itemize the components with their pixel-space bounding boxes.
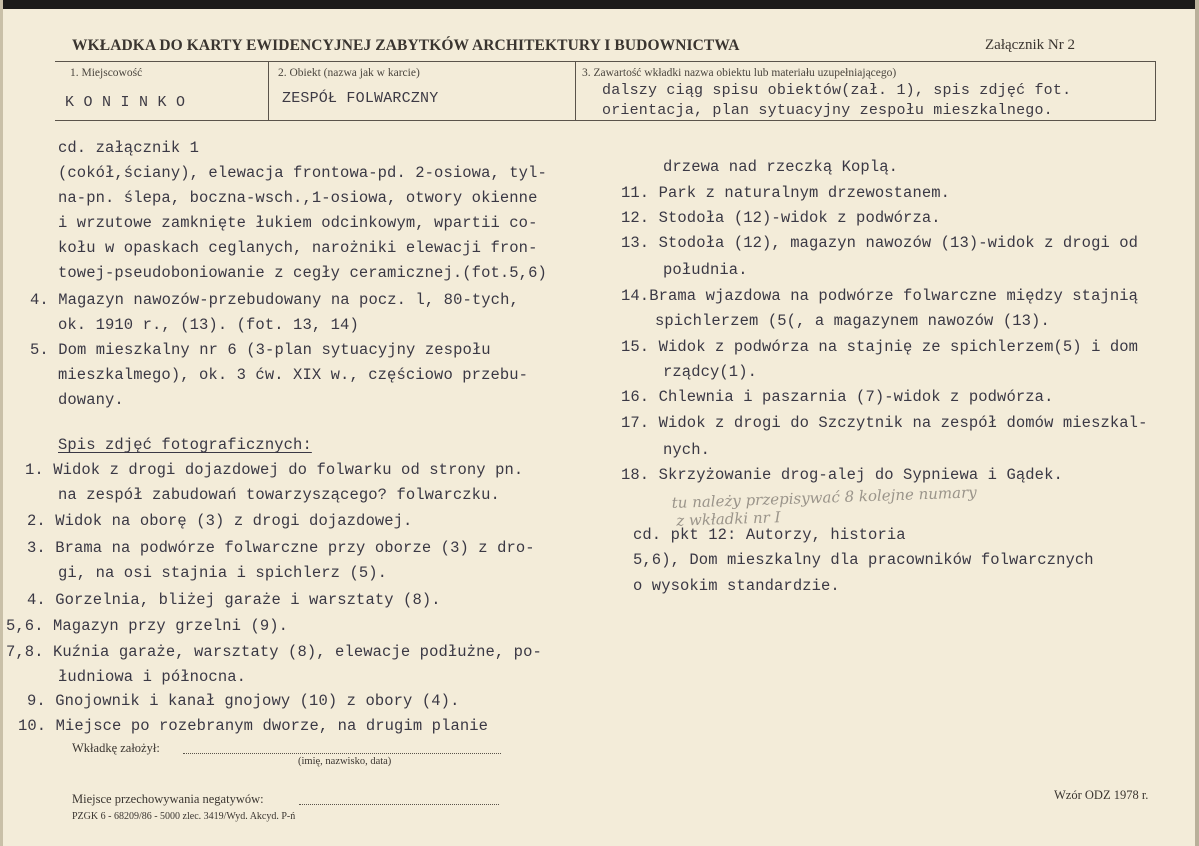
negatives-dotted-line (299, 804, 499, 805)
left-line: 9. Gnojownik i kanał gnojowy (10) z obory (4). (27, 692, 460, 710)
right-line: 5,6), Dom mieszkalny dla pracowników folwarcznych (633, 551, 1094, 569)
scan-right-edge (1195, 0, 1199, 846)
left-line: łudniowa i północna. (58, 668, 247, 686)
left-line: gi, na osi stajnia i spichlerz (5). (58, 564, 388, 582)
scan-left-edge (0, 0, 3, 846)
right-line: o wysokim standardzie. (633, 577, 840, 595)
locality-label: 1. Miejscowość (70, 67, 143, 79)
left-line: 5,6. Magazyn przy grzelni (9). (6, 617, 289, 635)
left-line: mieszkalmego), ok. 3 ćw. XIX w., częściowo przebu- (58, 366, 529, 384)
left-line: kołu w opaskach ceglanych, narożniki elewacji fron- (58, 239, 538, 257)
pencil-line-2: z wkładki nr I (676, 508, 781, 530)
left-line: towej-pseudoboniowanie z cegły ceramicznej.(fot.5,6) (58, 264, 547, 282)
left-line: 10. Miejsce po rozebranym dworze, na drugim planie (18, 717, 489, 735)
left-line: 2. Widok na oborę (3) z drogi dojazdowej. (27, 512, 413, 530)
inserted-by-label: Wkładkę założył: (72, 741, 160, 755)
object-label: 2. Obiekt (nazwa jak w karcie) (278, 67, 420, 79)
right-line: 16. Chlewnia i paszarnia (7)-widok z podwórza. (621, 388, 1054, 406)
right-line: 18. Skrzyżowanie drog-alej do Sypniewa i Gądek. (621, 466, 1063, 484)
form-title: WKŁADKA DO KARTY EWIDENCYJNEJ ZABYTKÓW ARCHITEKTURY I BUDOWNICTWA (72, 37, 740, 54)
right-line: południa. (663, 261, 748, 279)
object-value: ZESPÓŁ FOLWARCZNY (282, 90, 439, 107)
right-line: spichlerzem (5(, a magazynem nawozów (13). (655, 312, 1050, 330)
inserted-by-dotted-line (183, 753, 501, 754)
inserted-by-hint: (imię, nazwisko, data) (298, 756, 392, 767)
left-line: (cokół,ściany), elewacja frontowa-pd. 2-osiowa, tyl- (58, 164, 547, 182)
contents-line-2: orientacja, plan sytuacyjny zespołu mieszkalnego. (602, 102, 1053, 119)
form-model: Wzór ODZ 1978 r. (1054, 788, 1149, 802)
left-line: 4. Gorzelnia, bliżej garaże i warsztaty (8). (27, 591, 441, 609)
right-line: 12. Stodoła (12)-widok z podwórza. (621, 209, 941, 227)
right-line: drzewa nad rzeczką Koplą. (663, 158, 899, 176)
attachment-number: Załącznik Nr 2 (985, 37, 1075, 53)
print-info: PZGK 6 - 68209/86 - 5000 zlec. 3419/Wyd. Akcyd. P-ń (72, 811, 296, 822)
left-line: 4. Magazyn nawozów-przebudowany na pocz. l, 80-tych, (30, 291, 519, 309)
left-line: i wrzutowe zamknięte łukiem odcinkowym, wpartii co- (58, 214, 538, 232)
column-divider-1 (268, 61, 269, 121)
right-line: 15. Widok z podwórza na stajnię ze spichlerzem(5) i dom (621, 338, 1139, 356)
left-line: cd. załącznik 1 (58, 139, 200, 157)
left-line: 3. Brama na podwórze folwarczne przy oborze (3) z dro- (27, 539, 535, 557)
right-line: 14.Brama wjazdowa na podwórze folwarczne między stajnią (621, 287, 1139, 305)
right-line: rządcy(1). (663, 363, 758, 381)
right-line: 11. Park z naturalnym drzewostanem. (621, 184, 951, 202)
header-rule-bottom (55, 120, 1155, 121)
left-line: 5. Dom mieszkalny nr 6 (3-plan sytuacyjny zespołu (30, 341, 491, 359)
photo-list-heading: Spis zdjęć fotograficznych: (58, 436, 312, 454)
left-line: dowany. (58, 391, 124, 409)
right-line: 13. Stodoła (12), magazyn nawozów (13)-widok z drogi od (621, 234, 1139, 252)
contents-line-1: dalszy ciąg spisu obiektów(zał. 1), spis zdjęć fot. (602, 82, 1072, 99)
column-divider-2 (575, 61, 576, 121)
left-line: na zespół zabudowań towarzyszącego? folwarczku. (58, 486, 500, 504)
left-line: ok. 1910 r., (13). (fot. 13, 14) (58, 316, 359, 334)
right-line: 17. Widok z drogi do Szczytnik na zespół domów mieszkal- (621, 414, 1148, 432)
left-line: 1. Widok z drogi dojazdowej do folwarku od strony pn. (25, 461, 524, 479)
header-rule-top (55, 61, 1155, 62)
negatives-label: Miejsce przechowywania negatywów: (72, 792, 264, 806)
column-divider-3 (1155, 61, 1156, 121)
scan-top-edge (0, 0, 1199, 9)
left-line: 7,8. Kuźnia garaże, warsztaty (8), elewacje podłużne, po- (6, 643, 542, 661)
contents-label: 3. Zawartość wkładki nazwa obiektu lub materiału uzupełniającego) (582, 67, 897, 79)
locality-value: KONINKO (65, 94, 195, 111)
right-line: cd. pkt 12: Autorzy, historia (633, 526, 906, 544)
pencil-line-1: tu należy przepisywać 8 kolejne numary (671, 483, 977, 512)
right-line: nych. (663, 441, 711, 459)
left-line: na-pn. ślepa, boczna-wsch.,1-osiowa, otwory okienne (58, 189, 538, 207)
